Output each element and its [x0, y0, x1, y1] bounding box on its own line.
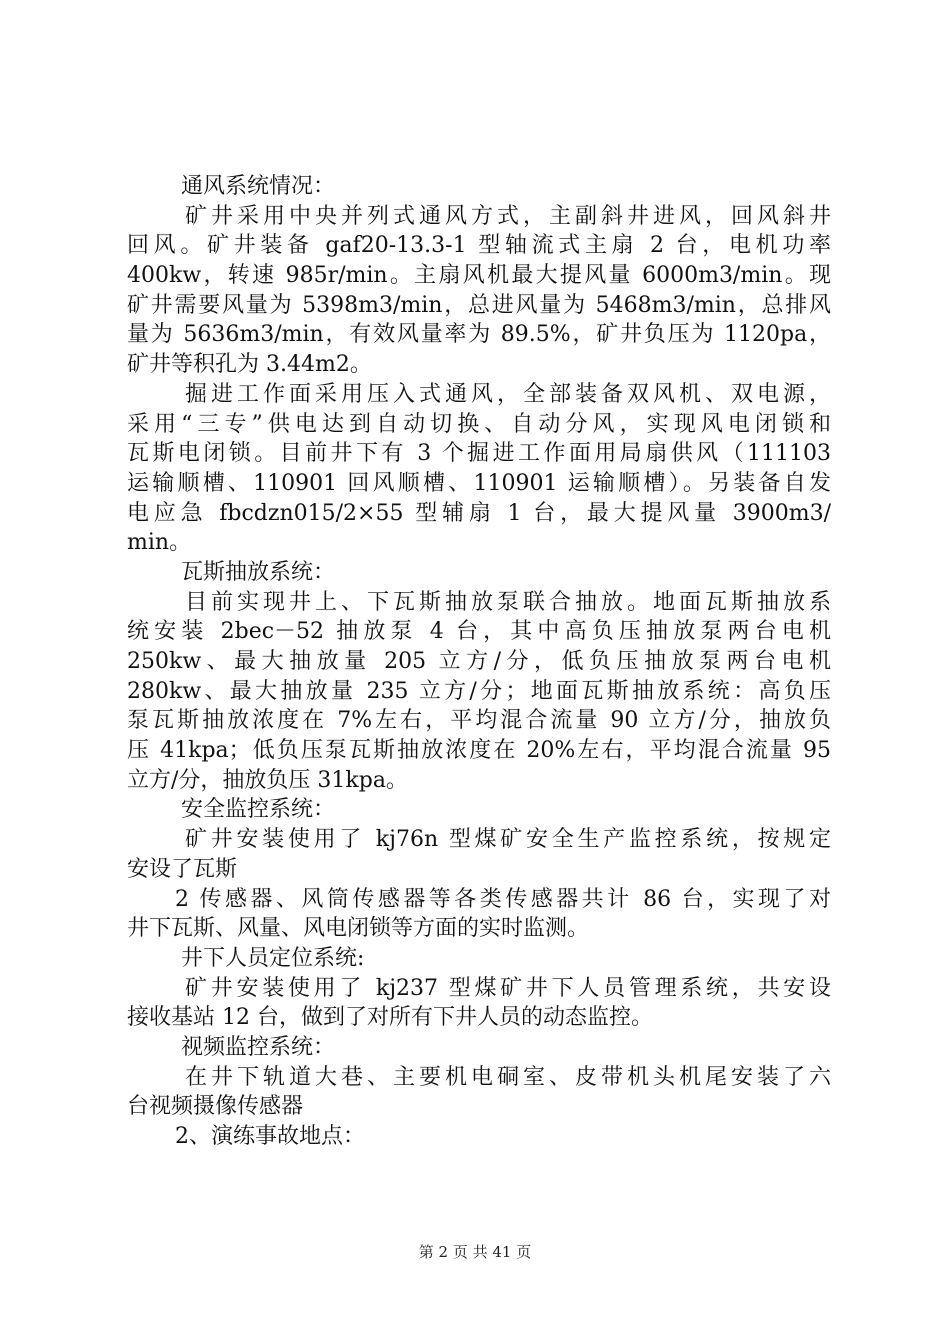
section-heading-drill-location: 2、演练事故地点：: [175, 1124, 365, 1149]
paragraph-line: 矿井采用中央并列式通风方式，主副斜井进风，回风斜井: [185, 203, 831, 229]
paragraph-line: 采用“三专”供电达到自动切换、自动分风，实现风电闭锁和: [127, 411, 831, 437]
section-heading-safety-monitoring: 安全监控系统：: [181, 797, 336, 823]
paragraph-line: 压 41kpa；低负压泵瓦斯抽放浓度在 20%左右，平均混合流量 95: [127, 738, 831, 764]
paragraph-line: 统安装 2bec－52 抽放泵 4 台，其中高负压抽放泵两台电机: [127, 619, 831, 645]
section-heading-video-monitoring: 视频监控系统：: [181, 1034, 336, 1060]
paragraph-line: 280kw、最大抽放量 235 立方/分；地面瓦斯抽放系统：高负压: [127, 678, 831, 704]
paragraph-line: 接收基站 12 台，做到了对所有下井人员的动态监控。: [127, 1005, 653, 1031]
paragraph-line: 矿井安装使用了 kj76n 型煤矿安全生产监控系统，按规定: [185, 827, 831, 853]
paragraph-line: 立方/分，抽放负压 31kpa。: [127, 767, 408, 793]
paragraph-line: 泵瓦斯抽放浓度在 7%左右，平均混合流量 90 立方/分，抽放负: [127, 708, 831, 734]
paragraph-line: 250kw、最大抽放量 205 立方/分，低负压抽放泵两台电机: [127, 649, 831, 674]
paragraph-line: 在井下轨道大巷、主要机电硐室、皮带机头机尾安装了六: [185, 1064, 831, 1090]
paragraph-line: 运输顺槽、110901 回风顺槽、110901 运输顺槽）。另装备自发: [127, 470, 831, 496]
paragraph-line: 井下瓦斯、风量、风电闭锁等方面的实时监测。: [127, 916, 590, 942]
section-heading-gas-drainage: 瓦斯抽放系统：: [181, 559, 336, 585]
paragraph-line: 量为 5636m3/min，有效风量率为 89.5%，矿井负压为 1120pa，: [127, 322, 831, 348]
paragraph-line: 掘进工作面采用压入式通风，全部装备双风机、双电源，: [185, 381, 831, 407]
paragraph-line: 电应急 fbcdzn015/2×55 型辅扇 1 台，最大提风量 3900m3/: [127, 500, 831, 526]
paragraph-line: min。: [127, 530, 192, 556]
paragraph-line: 回风。矿井装备 gaf20-13.3-1 型轴流式主扇 2 台，电机功率: [127, 233, 831, 259]
paragraph-line: 台视频摄像传感器: [127, 1094, 304, 1120]
paragraph-line: 矿井安装使用了 kj237 型煤矿井下人员管理系统，共安设: [185, 975, 831, 1001]
paragraph-line: 瓦斯电闭锁。目前井下有 3 个掘进工作面用局扇供风（111103: [127, 441, 831, 467]
paragraph-line: 矿井需要风量为 5398m3/min，总进风量为 5468m3/min，总排风: [127, 292, 831, 318]
paragraph-line: 矿井等积孔为 3.44m2。: [127, 352, 372, 378]
document-body: [127, 172, 831, 1152]
page-number-footer: 第 2 页 共 41 页: [418, 1243, 532, 1261]
paragraph-line: 2 传感器、风筒传感器等各类传感器共计 86 台，实现了对: [175, 886, 831, 912]
section-heading-ventilation: 通风系统情况：: [181, 174, 336, 199]
paragraph-line: 400kw，转速 985r/min。主扇风机最大提风量 6000m3/min。现: [127, 263, 831, 289]
paragraph-line: 安设了瓦斯: [127, 856, 238, 882]
paragraph-line: 目前实现井上、下瓦斯抽放泵联合抽放。地面瓦斯抽放系: [185, 589, 831, 615]
section-heading-personnel-positioning: 井下人员定位系统:: [181, 945, 365, 971]
